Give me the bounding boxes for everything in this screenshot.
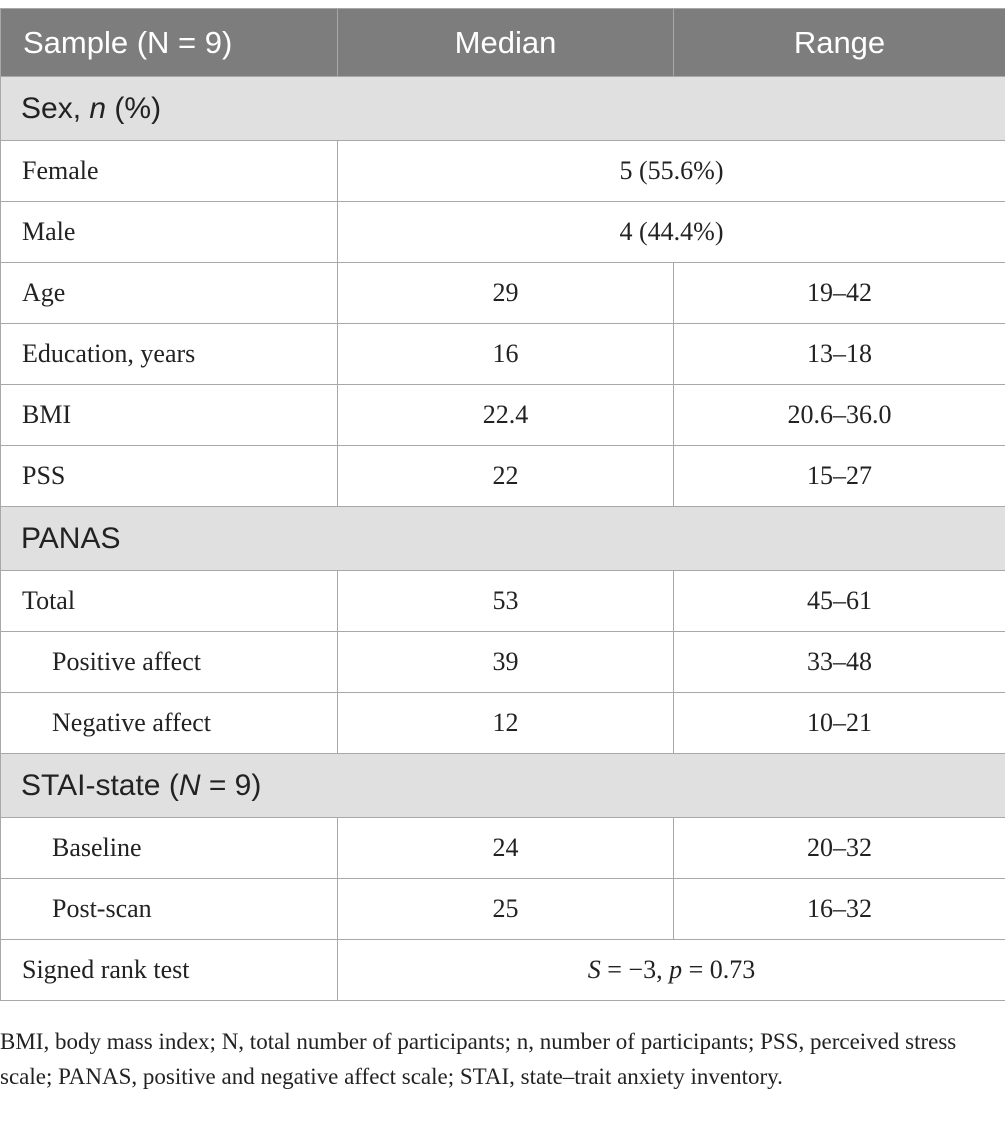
table-row — [1, 879, 1005, 940]
row-label: Post-scan — [1, 879, 338, 940]
row-value: 5 (55.6%) — [338, 141, 1005, 202]
row-label: Negative affect — [1, 693, 338, 754]
row-median: 12 — [338, 693, 674, 754]
row-label: Positive affect — [1, 632, 338, 693]
demographics-table — [0, 8, 1005, 1001]
table-row — [1, 263, 1005, 324]
section-title-sex: Sex, n (%) — [1, 77, 1005, 141]
section-title-panas: PANAS — [1, 507, 1005, 571]
row-range: 10–21 — [674, 693, 1005, 754]
row-range: 20.6–36.0 — [674, 385, 1005, 446]
table-row — [1, 446, 1005, 507]
table-row — [1, 693, 1005, 754]
row-label: Female — [1, 141, 338, 202]
row-median: 29 — [338, 263, 674, 324]
row-median: 22 — [338, 446, 674, 507]
row-median: 24 — [338, 818, 674, 879]
table-row — [1, 385, 1005, 446]
row-range: 16–32 — [674, 879, 1005, 940]
signed-rank-result: S = −3, p = 0.73 — [338, 940, 1005, 1001]
row-label: Baseline — [1, 818, 338, 879]
table-row — [1, 141, 1005, 202]
row-value: 4 (44.4%) — [338, 202, 1005, 263]
section-row-panas — [1, 507, 1005, 571]
header-range: Range — [674, 9, 1005, 77]
section-row-stai — [1, 754, 1005, 818]
row-range: 19–42 — [674, 263, 1005, 324]
header-sample: Sample (N = 9) — [1, 9, 338, 77]
row-range: 45–61 — [674, 571, 1005, 632]
section-row-sex — [1, 77, 1005, 141]
header-median: Median — [338, 9, 674, 77]
row-label: Total — [1, 571, 338, 632]
row-label: Age — [1, 263, 338, 324]
row-label: Education, years — [1, 324, 338, 385]
row-range: 15–27 — [674, 446, 1005, 507]
row-median: 53 — [338, 571, 674, 632]
row-median: 22.4 — [338, 385, 674, 446]
row-median: 16 — [338, 324, 674, 385]
row-label: Signed rank test — [1, 940, 338, 1001]
table-row — [1, 818, 1005, 879]
table-row — [1, 632, 1005, 693]
header-row — [1, 9, 1005, 77]
row-label: Male — [1, 202, 338, 263]
table-row — [1, 571, 1005, 632]
row-median: 39 — [338, 632, 674, 693]
section-title-stai: STAI-state (N = 9) — [1, 754, 1005, 818]
table-row — [1, 202, 1005, 263]
row-label: PSS — [1, 446, 338, 507]
row-range: 13–18 — [674, 324, 1005, 385]
table-row — [1, 940, 1005, 1001]
table-row — [1, 324, 1005, 385]
row-label: BMI — [1, 385, 338, 446]
table-footnote: BMI, body mass index; N, total number of participants; n, number of participants; PSS, perceived stress scale; PANAS, positive and negative affect scale; STAI, state–trait anxiety inventory. — [0, 1029, 957, 1089]
row-range: 33–48 — [674, 632, 1005, 693]
row-range: 20–32 — [674, 818, 1005, 879]
row-median: 25 — [338, 879, 674, 940]
